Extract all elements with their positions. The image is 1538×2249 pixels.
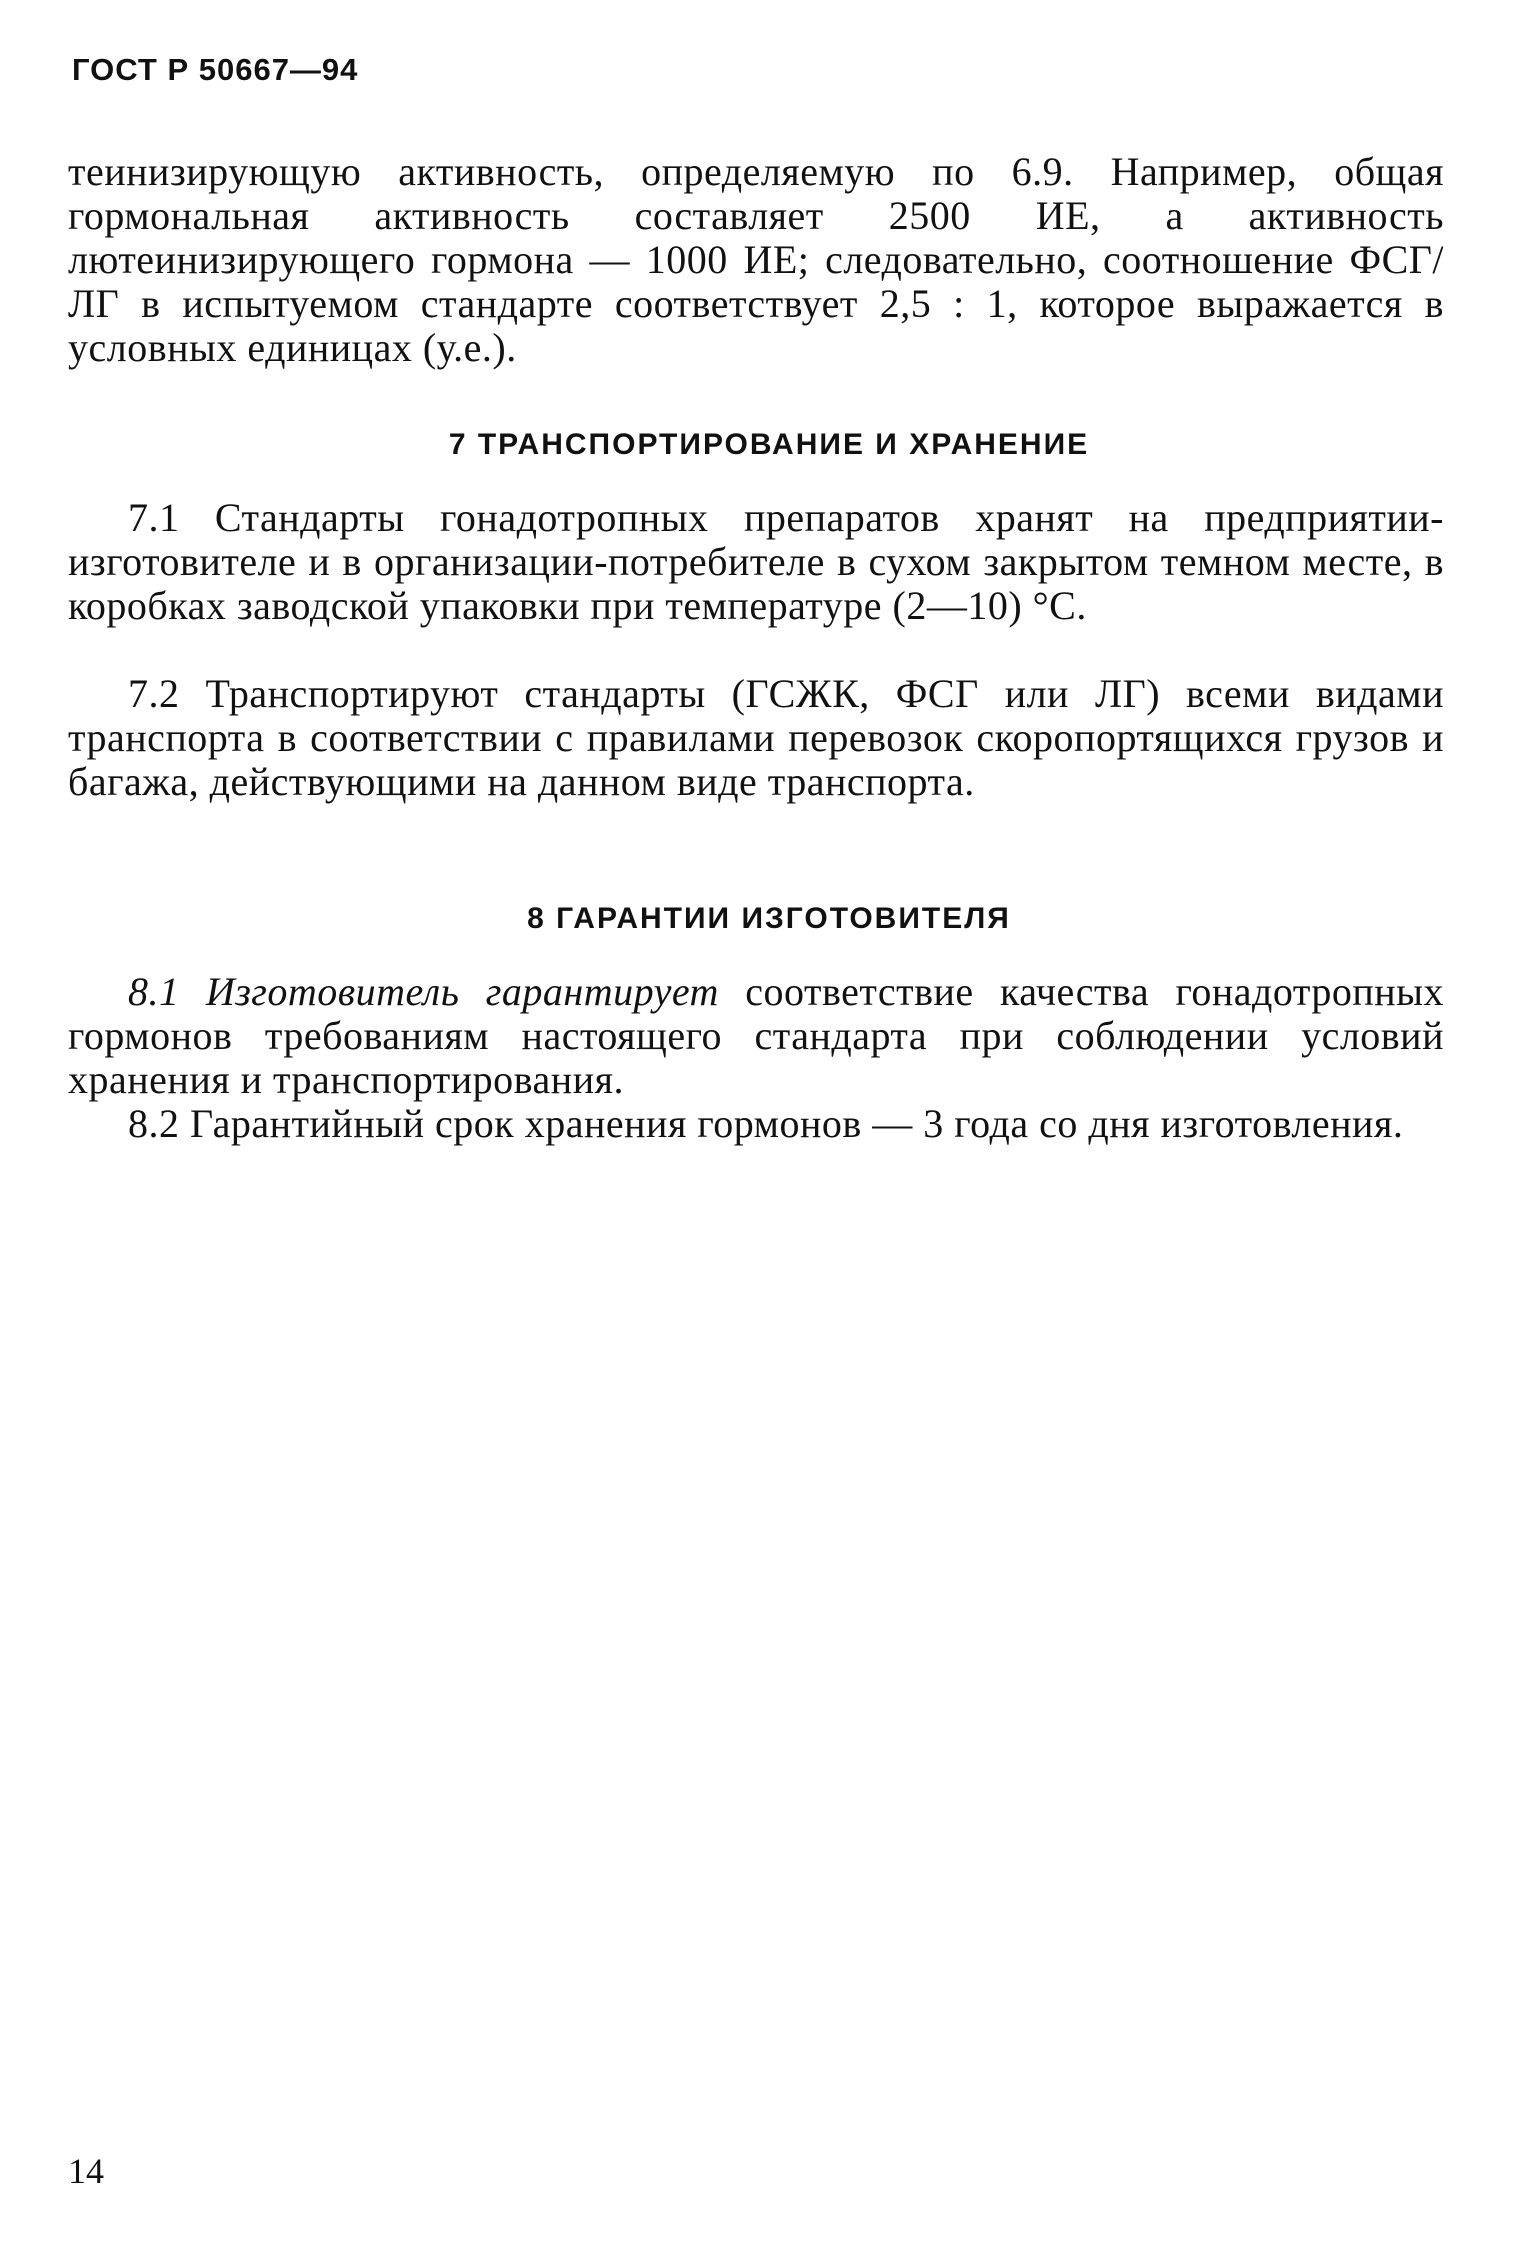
document-code-header: ГОСТ Р 50667—94 [72,52,359,87]
page-number: 14 [68,2151,104,2191]
section-8-paragraph-1-rest: соответствие качества гонадотропных гормонов требованиям настоящего стандарта при соблюдении условий хранения и транспортирования. [68,969,1445,1102]
section-7-paragraph-1: 7.1 Стандарты гонадотропных препаратов хранят на предприятии-изготовителе и в организации-потребителе в сухом закрытом темном месте, в коробках заводской упаковки при температуре (2—10) °С. [68,495,1444,628]
section-8-paragraph-1-lead: 8.1 Изготовитель гарантирует [128,969,719,1014]
section-7-heading: 7 ТРАНСПОРТИРОВАНИЕ И ХРАНЕНИЕ [448,428,1090,461]
section-8-paragraph-2: 8.2 Гарантийный срок хранения гормонов — 3 года со дня изготовления. [128,1101,1404,1146]
continuation-paragraph: теинизирующую активность, определяемую по 6.9. Например, общая гормональная активность составляет 2500 ИЕ, а активность лютеинизирующего гормона — 1000 ИЕ; следовательно, соотношение ФСГ/ЛГ в испытуемом стандарте соответствует 2,5 : 1, которое выражается в условных единицах (у.е.). [68,149,1444,370]
section-7-paragraph-2: 7.2 Транспортируют стандарты (ГСЖК, ФСГ или ЛГ) всеми видами транспорта в соответствии с правилами перевозок скоропортящихся грузов и багажа, действующими на данном виде транспорта. [68,671,1444,804]
section-8-heading: 8 ГАРАНТИИ ИЗГОТОВИТЕЛЯ [527,902,1011,935]
section-8-paragraph-1 [68,970,1444,1102]
